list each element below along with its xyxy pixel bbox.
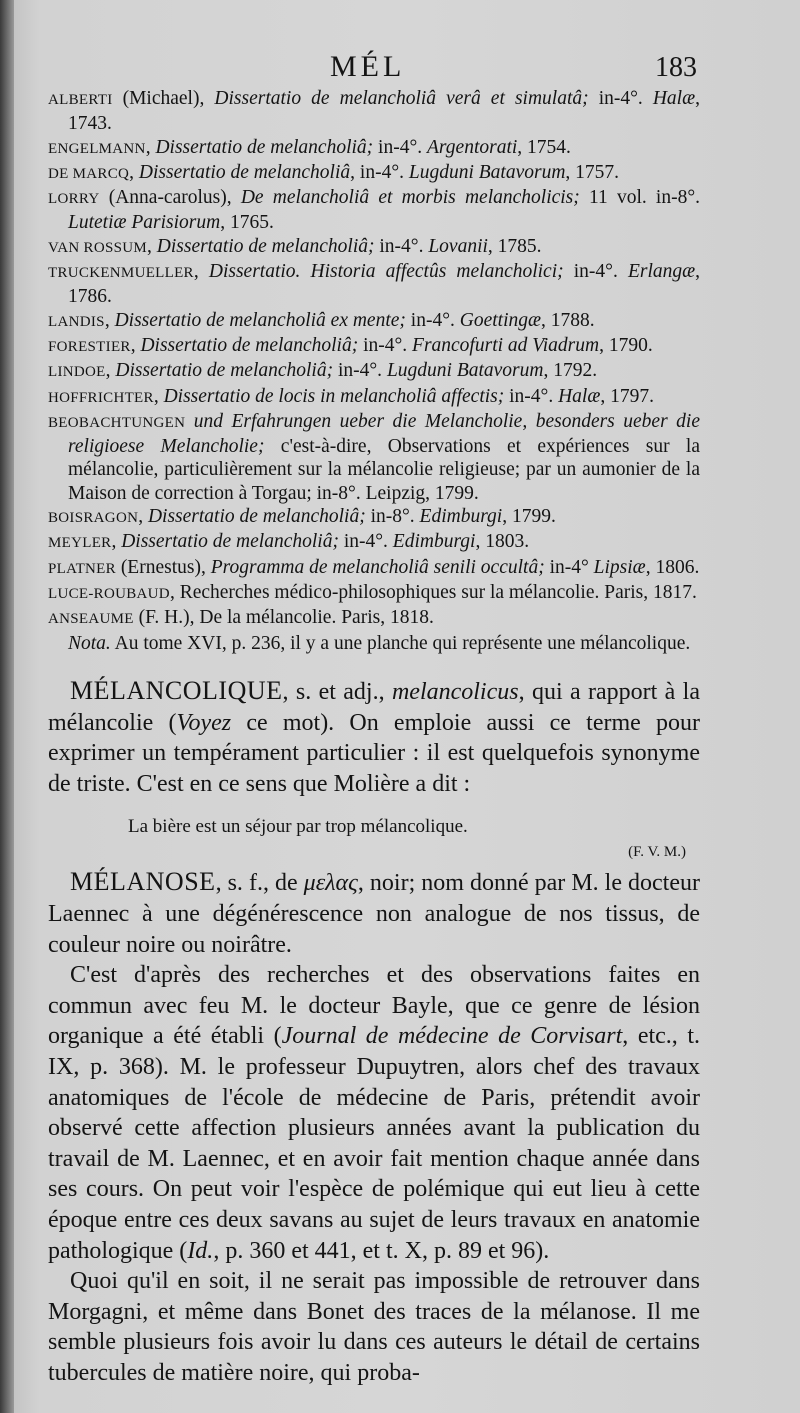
entry-place: Francofurti ad Viadrum [412, 334, 600, 356]
entry-place: Halæ [558, 385, 601, 407]
entry-author: ENGELMANN [48, 140, 146, 157]
entry-format: in-4°. [333, 360, 387, 382]
entry-author: MEYLER [48, 535, 112, 552]
entry-author: BEOBACHTUNGEN [48, 414, 186, 431]
entry-place: Lugduni Batavorum [386, 360, 544, 382]
entry-pre: , [138, 506, 148, 528]
bibliography-entry [48, 260, 700, 309]
entry-format: De la mélancolie. Paris, 1818. [199, 607, 434, 629]
entry-format: in-4°. [373, 136, 428, 158]
entry-pre: , [104, 309, 115, 331]
entry-place: Lovanii [428, 235, 488, 257]
ibid-reference: Id. [187, 1237, 214, 1264]
bibliography-entry [48, 410, 700, 505]
bibliography-entry [48, 334, 700, 359]
entry-date: , 1792. [543, 360, 598, 382]
entry-date: , 1806. [645, 556, 700, 578]
entry-author: VAN ROSSUM [48, 239, 148, 256]
entry-place: Edimburgi [392, 531, 476, 553]
page-header [0, 44, 800, 84]
entry-author: HOFFRICHTER [48, 389, 154, 406]
entry-format: , in-4°. [350, 161, 409, 183]
bibliography-entry [48, 359, 700, 384]
entry-pre: (Ernestus), [115, 556, 211, 578]
bibliography-entry [48, 505, 700, 530]
entry-author: TRUCKENMUELLER [48, 265, 194, 282]
entry-title: Dissertatio de melancholiâ; [155, 136, 374, 158]
entry-pre: (Anna-carolus), [99, 187, 241, 209]
entry-format: in-4°. [358, 334, 413, 356]
entry-title: und Erfahrungen ueber die Melancholie, besonders ueber die religioese Melancholie; [68, 410, 700, 458]
bibliography-list [48, 87, 700, 655]
page-number: 183 [655, 52, 697, 83]
entry-title: De melancholiâ et morbis melancholicis; [240, 187, 580, 209]
definition-text: , qui a rapport à la mélancolie ( [48, 679, 700, 736]
headword-melanose: MÉLANOSE [70, 867, 216, 897]
entry-pre: (F. H.), [133, 607, 200, 629]
bibliography-entry [48, 606, 700, 631]
entry-pre [185, 411, 194, 432]
entry-date: , 1757. [565, 161, 620, 183]
entry-title: Dissertatio de melancholiâ; [115, 360, 334, 382]
journal-title: Journal de médecine de Corvisart [281, 1023, 623, 1050]
entry-melancolique [48, 676, 700, 799]
entry-format: in-4°. [374, 235, 429, 257]
entry-place: Lugduni Batavorum [408, 161, 566, 183]
bibliography-entry [48, 136, 700, 161]
entry-pre: , [105, 360, 116, 382]
entry-place: Erlangæ [627, 261, 696, 283]
entry-title: Dissertatio de locis in melancholiâ affectis; [163, 385, 505, 407]
melanose-paragraph [48, 960, 700, 1266]
entry-pre: , [153, 385, 164, 407]
entry-date: , 1754. [517, 136, 571, 158]
entry-author: FORESTIER [48, 338, 131, 355]
entry-place: Edimburgi [419, 506, 503, 528]
entry-title: Dissertatio de melancholiâ; [147, 506, 366, 528]
grammar-label: , s. et adj., [282, 679, 392, 705]
paragraph-text: C'est d'après des recherches et des observations faites en commun avec feu M. le docteur Bayle, que ce genre de lésion organique a été établi ( [48, 962, 700, 1050]
latin-term: melancolicus [391, 679, 519, 705]
entry-title: Dissertatio de melancholiâ verâ et simulatâ; [214, 88, 589, 109]
bibliography-entry [48, 309, 700, 334]
paragraph-text: , etc., t. IX, p. 368). M. le professeur Dupuytren, alors chef des travaux anatomiques de l'école de médecine de Paris, prétendit avoir observé cette affection plusieurs années avant la publication du travail de M. Laennec, et en avoir fait mention chaque année dans ses cours. On peut voir l'espèce de polémique qui eut lieu à cette époque entre ces deux savans au sujet de leurs travaux en anatomie pathologique ( [48, 1023, 700, 1264]
nota-text: Au tome XVI, p. 236, il y a une planche qui représente une mélancolique. [110, 632, 691, 654]
entry-pre: , [130, 334, 141, 356]
entry-date: , 1803. [475, 531, 530, 553]
entry-place: Lipsiæ [593, 556, 646, 578]
entry-pre: , [169, 581, 180, 603]
entry-title: Programma de melancholiâ senili occultâ; [210, 556, 545, 578]
entry-date: , 1797. [600, 385, 654, 407]
entry-author: LINDOE [48, 364, 106, 381]
entry-format: Recherches médico-philosophiques sur la mélancolie. Paris, 1817. [179, 581, 697, 603]
bibliography-entry [48, 530, 700, 555]
entry-place: Halæ [652, 88, 696, 109]
entry-author: LUCE-ROUBAUD [48, 585, 170, 602]
entry-title: Dissertatio. Historia affectûs melancholici; [208, 261, 564, 283]
cross-reference: Voyez [176, 709, 232, 736]
greek-term: μελας [303, 870, 358, 897]
entry-format: in-4°. [588, 88, 653, 109]
entry-title: Dissertatio de melancholiâ [138, 161, 351, 183]
entry-format: in-4°. [563, 261, 628, 283]
entry-author: PLATNER [48, 560, 116, 577]
entry-title: Dissertatio de melancholiâ ex mente; [114, 309, 406, 331]
running-head: MÉL [330, 50, 406, 83]
bibliography-entry [48, 581, 700, 606]
entry-author: LANDIS [48, 313, 105, 330]
definition-text: ce mot). On emploie aussi ce terme pour exprimer un tempérament particulier : il est quelquefois synonyme de triste. C'est en ce sens que Molière a dit : [48, 709, 700, 797]
nota-label: Nota. [68, 632, 111, 654]
entry-date: , 1743. [68, 88, 700, 135]
entry-title: Dissertatio de melancholiâ; [140, 334, 359, 356]
entry-place: Lutetiæ Parisiorum [68, 212, 221, 234]
entry-date: , 1788. [541, 309, 595, 331]
definition-text: , noir; nom donné par M. le docteur Laennec à une dégénérescence non analogue de nos tissus, de couleur noire ou noirâtre. [48, 870, 700, 958]
entry-pre: , [129, 161, 139, 183]
entry-date: , 1786. [68, 261, 700, 308]
entry-date: , 1785. [487, 235, 542, 257]
bibliography-entry [48, 556, 700, 581]
dictionary-entries [48, 676, 700, 1388]
entry-format: in-4°. [504, 385, 559, 407]
entry-title: Dissertatio de melancholiâ; [121, 531, 339, 553]
entry-format: 11 vol. in-8°. [579, 187, 701, 209]
entry-pre: (Michael), [112, 88, 215, 109]
bibliography-entry [48, 186, 700, 235]
entry-date: , 1799. [502, 506, 556, 528]
entry-date: , 1765. [220, 212, 274, 234]
entry-melanose [48, 867, 700, 960]
entry-author: BOISRAGON [48, 510, 139, 527]
entry-date: , 1790. [599, 334, 653, 356]
bibliography-entry [48, 385, 700, 410]
entry-author: ANSEAUME [48, 611, 134, 628]
entry-pre: , [193, 261, 209, 283]
entry-author: LORRY [48, 191, 100, 208]
entry-format: in-4°. [338, 531, 393, 553]
headword-melancolique: MÉLANCOLIQUE [70, 676, 283, 705]
entry-pre: , [111, 531, 122, 553]
melanose-paragraph: Quoi qu'il en soit, il ne serait pas impossible de retrouver dans Morgagni, et même dans Bonet des traces de la mélanose. Il me semble plusieurs fois avoir lu dans ces auteurs le détail de certains tubercules de matière noire, qui proba- [48, 1268, 700, 1386]
bibliography-entry [48, 87, 700, 136]
entry-author: ALBERTI [48, 92, 113, 108]
definition-text: , s. f., de [215, 870, 304, 897]
entry-format: in-4° [544, 556, 594, 578]
entry-format: c'est-à-dire, Observations et expériences sur la mélancolie, particulièrement sur la mélancolie religieuse; par un aumonier de la Maison de correction à Torgau; in-8°. Leipzig, 1799. [68, 436, 700, 504]
nota-note [48, 632, 700, 655]
bibliography-entry [48, 161, 700, 186]
entry-place: Goettingæ [459, 309, 541, 331]
quoted-verse: La bière est un séjour par trop mélancolique. [128, 816, 468, 838]
entry-format: in-8°. [365, 506, 420, 528]
entry-author: DE MARCQ [48, 165, 130, 182]
author-signature: (F. V. M.) [628, 844, 686, 861]
bibliography-entry [48, 235, 700, 260]
entry-title: Dissertatio de melancholiâ; [156, 235, 375, 257]
page-gutter-shadow [0, 0, 14, 1413]
entry-place: Argentorati [427, 136, 518, 158]
entry-pre: , [147, 235, 157, 257]
paragraph-text: , p. 360 et 441, et t. X, p. 89 et 96). [213, 1237, 550, 1264]
entry-format: in-4°. [405, 309, 460, 331]
entry-pre: , [145, 136, 156, 158]
